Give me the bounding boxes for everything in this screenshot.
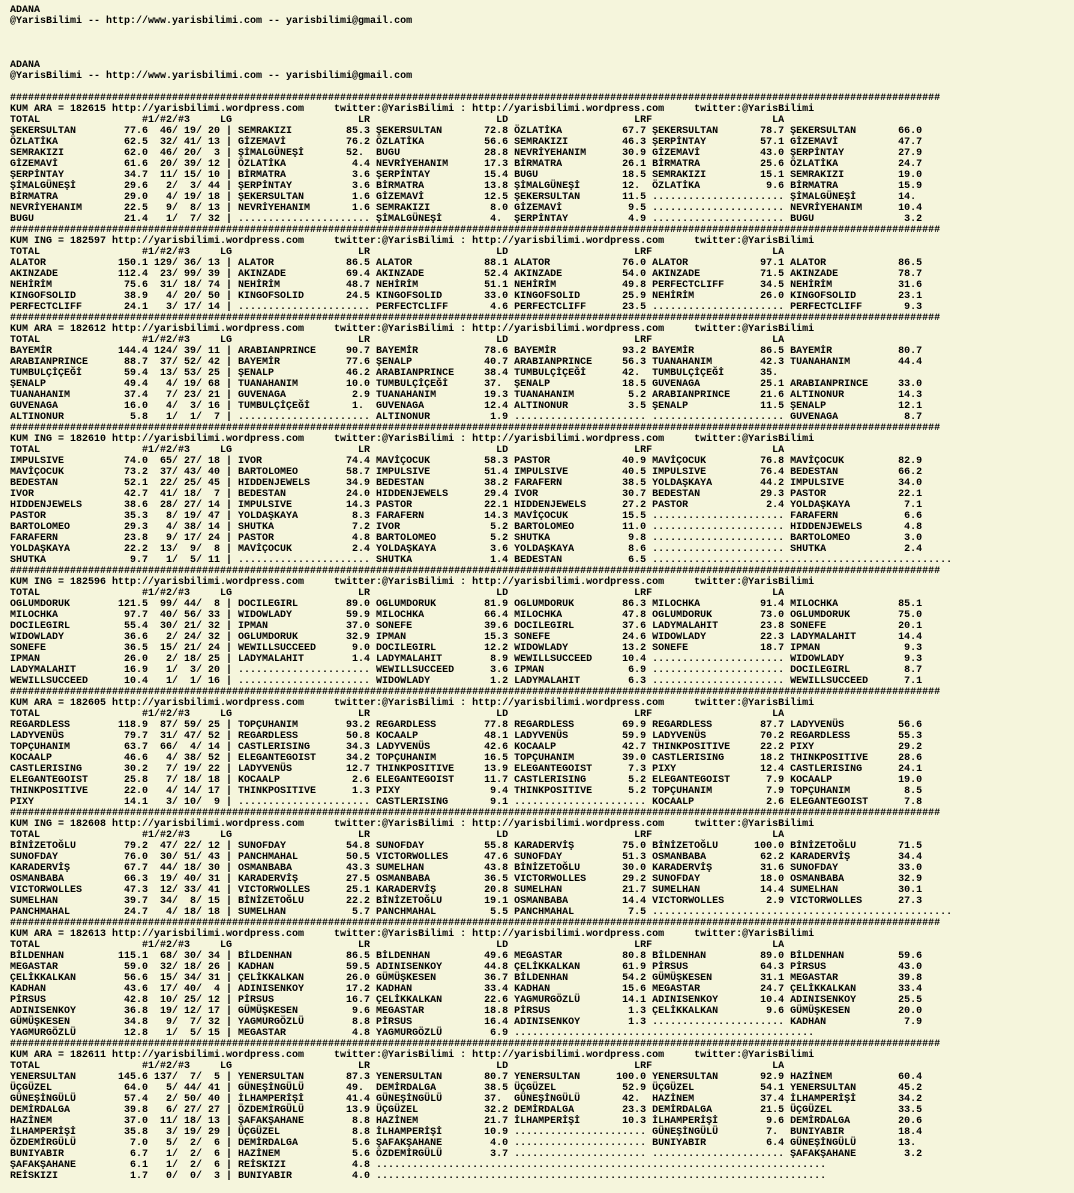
result-row: CASTLERISING 30.2 7/ 19/ 22 | LADYVENÜS 12.7 THINKPOSITIVE 13.9 ELEGANTEGOIST 7.3 PIXY 12.4 CASTLERISING 24.1 <box>10 764 923 775</box>
separator-line: ########################################################################################################################################################### <box>10 918 941 929</box>
result-row: REGARDLESS 118.9 87/ 59/ 25 | TOPÇUHANIM 93.2 REGARDLESS 77.8 REGARDLESS 69.9 REGARDLESS 87.7 LADYVENÜS 56.6 <box>10 720 923 731</box>
result-row: BİNİZETOĞLU 79.2 47/ 22/ 12 | SUNOFDAY 54.8 SUNOFDAY 55.8 KARADERVİŞ 75.0 BİNİZETOĞLU 100.0 BİNİZETOĞLU 71.5 <box>10 841 923 852</box>
result-row: ALTINONUR 5.8 1/ 1/ 7 | ...................... ALTINONUR 1.9 ...................... ...................... GUVENAGA 8.7 <box>10 412 923 423</box>
column-header-line: TOTAL #1/#2/#3 LG LR LD LRF LA <box>10 445 785 456</box>
result-row: YENERSULTAN 145.6 137/ 7/ 5 | YENERSULTAN 87.3 YENERSULTAN 80.7 YENERSULTAN 100.0 YENERSULTAN 92.9 HAZİNEM 60.4 <box>10 1072 923 1083</box>
result-row: SONEFE 36.5 15/ 21/ 24 | WEWILLSUCCEED 9.0 DOCILEGIRL 12.2 WIDOWLADY 13.2 SONEFE 18.7 IPMAN 9.3 <box>10 643 923 654</box>
separator-line: ########################################################################################################################################################### <box>10 566 941 577</box>
result-row: BUNIYABIR 6.7 1/ 2/ 6 | HAZİNEM 5.6 ÖZDEMİRGÜLÜ 3.7 ...................... ...................... ŞAFAKŞAHANE 3.2 <box>10 1149 923 1160</box>
result-row: BUGU 21.4 1/ 7/ 32 | ...................... ŞİMALGÜNEŞİ 4. ŞERPİNTAY 4.9 ...................... BUGU 3.2 <box>10 214 923 225</box>
result-row: OSMANBABA 66.3 19/ 40/ 31 | KARADERVİŞ 27.5 OSMANBABA 36.5 VICTORWOLLES 29.2 SUNOFDAY 18.0 OSMANBABA 32.9 <box>10 874 923 885</box>
result-row: PERFECTCLIFF 24.1 3/ 17/ 14 | ...................... PERFECTCLIFF 4.6 PERFECTCLIFF 23.5 ...................... PERFECTCLIFF 9.3 <box>10 302 923 313</box>
race-header-line: KUM ARA = 182615 http://yarisbilimi.wordpress.com twitter:@YarisBilimi : http://yarisbilimi.wordpress.com twitter:@YarisBilimi <box>10 104 815 115</box>
column-header-line: TOTAL #1/#2/#3 LG LR LD LRF LA <box>10 115 785 126</box>
result-row: YAGMURGÖZLÜ 12.8 1/ 5/ 15 | MEGASTAR 4.8 YAGMURGÖZLÜ 6.9 .................................................. <box>10 1028 815 1039</box>
separator-line: ########################################################################################################################################################### <box>10 423 941 434</box>
separator-line: ########################################################################################################################################################### <box>10 808 941 819</box>
result-row: BİLDENHAN 115.1 68/ 30/ 34 | BİLDENHAN 86.5 BİLDENHAN 49.6 MEGASTAR 80.8 BİLDENHAN 89.0 BİLDENHAN 59.6 <box>10 951 923 962</box>
separator-line: ########################################################################################################################################################### <box>10 313 941 324</box>
blank-line <box>10 38 952 49</box>
result-row: LADYMALAHIT 16.9 1/ 3/ 20 | ...................... WEWILLSUCCEED 3.6 IPMAN 6.9 ...................... DOCILEGIRL 8.7 <box>10 665 923 676</box>
result-row: TOPÇUHANIM 63.7 66/ 4/ 14 | CASTLERISING 34.3 LADYVENÜS 42.6 KOCAALP 42.7 THINKPOSITIVE 22.2 PIXY 29.2 <box>10 742 923 753</box>
result-row: ÇELİKKALKAN 56.6 15/ 34/ 31 | ÇELİKKALKAN 26.0 GÜMÜŞKESEN 36.7 BİLDENHAN 54.2 GÜMÜŞKESEN 31.1 MEGASTAR 39.8 <box>10 973 923 984</box>
race-header-line: KUM ARA = 182613 http://yarisbilimi.wordpress.com twitter:@YarisBilimi : http://yarisbilimi.wordpress.com twitter:@YarisBilimi <box>10 929 815 940</box>
site-credit-line: @YarisBilimi -- http://www.yarisbilimi.com -- yarisbilimi@gmail.com <box>10 71 413 82</box>
race-header-line: KUM ARA = 182612 http://yarisbilimi.wordpress.com twitter:@YarisBilimi : http://yarisbilimi.wordpress.com twitter:@YarisBilimi <box>10 324 815 335</box>
race-header-line: KUM ARA = 182605 http://yarisbilimi.wordpress.com twitter:@YarisBilimi : http://yarisbilimi.wordpress.com twitter:@YarisBilimi <box>10 698 815 709</box>
result-row: HAZİNEM 37.0 11/ 18/ 13 | ŞAFAKŞAHANE 8.8 HAZİNEM 21.7 İLHAMPERİŞİ 10.3 İLHAMPERİŞİ 9.6 DEMİRDALGA 20.6 <box>10 1116 923 1127</box>
result-row: NEHİRİM 75.6 31/ 18/ 74 | NEHİRİM 48.7 NEHİRİM 51.1 NEHİRİM 49.8 PERFECTCLIFF 34.5 NEHİRİM 31.6 <box>10 280 923 291</box>
result-row: HIDDENJEWELS 38.6 28/ 27/ 14 | IMPULSIVE 14.3 PASTOR 22.1 HIDDENJEWELS 27.2 PASTOR 2.4 YOLDAŞKAYA 7.1 <box>10 500 923 511</box>
result-row: VICTORWOLLES 47.3 12/ 33/ 41 | VICTORWOLLES 25.1 KARADERVİŞ 20.8 SUMELHAN 21.7 SUMELHAN 14.4 SUMELHAN 30.1 <box>10 885 923 896</box>
column-header-line: TOTAL #1/#2/#3 LG LR LD LRF LA <box>10 940 785 951</box>
result-row: ELEGANTEGOIST 25.8 7/ 18/ 18 | KOCAALP 2.6 ELEGANTEGOIST 11.7 CASTLERISING 5.2 ELEGANTEGOIST 7.9 KOCAALP 19.0 <box>10 775 923 786</box>
result-row: BARTOLOMEO 29.3 4/ 38/ 14 | SHUTKA 7.2 IVOR 5.2 BARTOLOMEO 11.0 ...................... HIDDENJEWELS 4.8 <box>10 522 923 533</box>
race-header-line: KUM ING = 182596 http://yarisbilimi.wordpress.com twitter:@YarisBilimi : http://yarisbilimi.wordpress.com twitter:@YarisBilimi <box>10 577 815 588</box>
result-row: KADHAN 43.6 17/ 40/ 4 | ADINISENKOY 17.2 KADHAN 33.4 KADHAN 15.6 MEGASTAR 24.7 ÇELİKKALKAN 33.4 <box>10 984 923 995</box>
result-row: ŞERPİNTAY 34.7 11/ 15/ 10 | BİRMATRA 3.6 ŞERPİNTAY 15.4 BUGU 18.5 SEMRAKIZI 15.1 SEMRAKIZI 19.0 <box>10 170 923 181</box>
column-header-line: TOTAL #1/#2/#3 LG LR LD LRF LA <box>10 1061 785 1072</box>
result-row: SUMELHAN 39.7 34/ 8/ 15 | BİNİZETOĞLU 22.2 BİNİZETOĞLU 19.1 OSMANBABA 14.4 VICTORWOLLES 2.9 VICTORWOLLES 27.3 <box>10 896 923 907</box>
result-row: LADYVENÜS 79.7 31/ 47/ 52 | REGARDLESS 50.8 KOCAALP 48.1 LADYVENÜS 59.9 LADYVENÜS 70.2 REGARDLESS 55.3 <box>10 731 923 742</box>
result-row: TUANAHANIM 37.4 7/ 23/ 21 | GUVENAGA 2.9 TUANAHANIM 19.3 TUANAHANIM 5.2 ARABIANPRINCE 21.6 ALTINONUR 14.3 <box>10 390 923 401</box>
result-row: MEGASTAR 59.0 32/ 18/ 26 | KADHAN 59.5 ADINISENKOY 44.8 ÇELİKKALKAN 61.9 PİRSUS 64.3 PİRSUS 43.0 <box>10 962 923 973</box>
result-row: WIDOWLADY 36.6 2/ 24/ 32 | OGLUMDORUK 32.9 IPMAN 15.3 SONEFE 24.6 WIDOWLADY 22.3 LADYMALAHIT 14.4 <box>10 632 923 643</box>
result-row: MILOCHKA 97.7 40/ 56/ 33 | WIDOWLADY 59.9 MILOCHKA 66.4 MILOCHKA 47.8 OGLUMDORUK 73.0 OGLUMDORUK 75.0 <box>10 610 923 621</box>
result-row: SEMRAKIZI 62.0 46/ 20/ 3 | ŞİMALGÜNEŞİ 52. BUGU 28.8 NEVRİYEHANIM 30.9 GİZEMAVİ 43.0 ŞERPİNTAY 27.9 <box>10 148 923 159</box>
result-row: ŞİMALGÜNEŞİ 29.6 2/ 3/ 44 | ŞERPİNTAY 3.6 BİRMATRA 13.8 ŞİMALGÜNEŞİ 12. ÖZLATİKA 9.6 BİRMATRA 15.9 <box>10 181 923 192</box>
result-row: ALATOR 150.1 129/ 36/ 13 | ALATOR 86.5 ALATOR 88.1 ALATOR 76.0 ALATOR 97.1 ALATOR 86.5 <box>10 258 923 269</box>
result-row: BİRMATRA 29.0 4/ 19/ 18 | ŞEKERSULTAN 1.6 GİZEMAVİ 12.5 ŞEKERSULTAN 11.5 ...................... ŞİMALGÜNEŞİ 14. <box>10 192 917 203</box>
separator-line: ########################################################################################################################################################### <box>10 225 941 236</box>
result-row: KINGOFSOLID 38.9 4/ 20/ 50 | KINGOFSOLID 24.5 KINGOFSOLID 33.0 KINGOFSOLID 25.9 NEHİRİM 26.0 KINGOFSOLID 23.1 <box>10 291 923 302</box>
column-header-line: TOTAL #1/#2/#3 LG LR LD LRF LA <box>10 709 785 720</box>
column-header-line: TOTAL #1/#2/#3 LG LR LD LRF LA <box>10 830 785 841</box>
result-row: SHUTKA 9.7 1/ 5/ 11 | ...................... SHUTKA 1.4 BEDESTAN 6.5 .................................................. <box>10 555 953 566</box>
race-header-line: KUM ING = 182610 http://yarisbilimi.wordpress.com twitter:@YarisBilimi : http://yarisbilimi.wordpress.com twitter:@YarisBilimi <box>10 434 815 445</box>
result-row: IMPULSIVE 74.0 65/ 27/ 18 | IVOR 74.4 MAVİÇOCUK 58.3 PASTOR 40.9 MAVİÇOCUK 76.8 MAVİÇOCUK 82.9 <box>10 456 923 467</box>
result-row: ÜÇGÜZEL 64.0 5/ 44/ 41 | GÜNEŞİNGÜLÜ 49. DEMİRDALGA 38.5 ÜÇGÜZEL 52.9 ÜÇGÜZEL 54.1 YENERSULTAN 45.2 <box>10 1083 923 1094</box>
separator-line: ########################################################################################################################################################### <box>10 1039 941 1050</box>
separator-line: ########################################################################################################################################################### <box>10 687 941 698</box>
result-row: ŞEKERSULTAN 77.6 46/ 19/ 20 | SEMRAKIZI 85.3 ŞEKERSULTAN 72.8 ÖZLATİKA 67.7 ŞEKERSULTAN 78.7 ŞEKERSULTAN 66.0 <box>10 126 923 137</box>
result-row: BAYEMİR 144.4 124/ 39/ 11 | ARABIANPRINCE 90.7 BAYEMİR 78.6 BAYEMİR 93.2 BAYEMİR 86.5 BAYEMİR 80.7 <box>10 346 923 357</box>
result-row: SUNOFDAY 76.0 30/ 51/ 43 | PANCHMAHAL 50.5 VICTORWOLLES 47.6 SUNOFDAY 51.3 OSMANBABA 62.2 KARADERVİŞ 34.4 <box>10 852 923 863</box>
result-row: IVOR 42.7 41/ 18/ 7 | BEDESTAN 24.0 HIDDENJEWELS 29.4 IVOR 30.7 BEDESTAN 29.3 PASTOR 22.1 <box>10 489 923 500</box>
result-row: PİRSUS 42.8 10/ 25/ 12 | PİRSUS 16.7 ÇELİKKALKAN 22.6 YAGMURGÖZLÜ 14.1 ADINISENKOY 10.4 ADINISENKOY 25.5 <box>10 995 923 1006</box>
column-header-line: TOTAL #1/#2/#3 LG LR LD LRF LA <box>10 247 785 258</box>
column-header-line: TOTAL #1/#2/#3 LG LR LD LRF LA <box>10 588 785 599</box>
result-row: ADINISENKOY 36.8 19/ 12/ 17 | GÜMÜŞKESEN 9.6 MEGASTAR 18.8 PİRSUS 1.3 ÇELİKKALKAN 9.6 GÜMÜŞKESEN 20.0 <box>10 1006 923 1017</box>
result-row: WEWILLSUCCEED 10.4 1/ 1/ 16 | ...................... WIDOWLADY 1.2 LADYMALAHIT 6.3 ...................... WEWILLSUCCEED 7.1 <box>10 676 923 687</box>
result-row: PASTOR 35.3 8/ 19/ 47 | YOLDAŞKAYA 8.3 FARAFERN 14.3 MAVİÇOCUK 15.5 ...................... FARAFERN 6.6 <box>10 511 923 522</box>
result-row: THINKPOSITIVE 22.0 4/ 14/ 17 | THINKPOSITIVE 1.3 PIXY 9.4 THINKPOSITIVE 5.2 TOPÇUHANIM 7.9 TOPÇUHANIM 8.5 <box>10 786 923 797</box>
result-row: GÜNEŞİNGÜLÜ 57.4 2/ 50/ 40 | İLHAMPERİŞİ 41.4 GÜNEŞİNGÜLÜ 37. GÜNEŞİNGÜLÜ 42. HAZİNEM 37.4 İLHAMPERİŞİ 34.2 <box>10 1094 923 1105</box>
result-row: MAVİÇOCUK 73.2 37/ 43/ 40 | BARTOLOMEO 58.7 IMPULSIVE 51.4 IMPULSIVE 40.5 IMPULSIVE 76.4 BEDESTAN 66.2 <box>10 467 923 478</box>
result-row: YOLDAŞKAYA 22.2 13/ 9/ 8 | MAVİÇOCUK 2.4 YOLDAŞKAYA 3.6 YOLDAŞKAYA 8.6 ...................... SHUTKA 2.4 <box>10 544 923 555</box>
city-title: ADANA <box>10 60 41 71</box>
result-row: PIXY 14.1 3/ 10/ 9 | ...................... CASTLERISING 9.1 ...................... KOCAALP 2.6 ELEGANTEGOIST 7.8 <box>10 797 923 808</box>
result-row: ŞENALP 49.4 4/ 19/ 68 | TUANAHANIM 10.0 TUMBULÇİÇEĞİ 37. ŞENALP 18.5 GUVENAGA 25.1 ARABIANPRINCE 33.0 <box>10 379 923 390</box>
result-row: IPMAN 26.0 2/ 18/ 25 | LADYMALAHIT 1.4 LADYMALAHIT 8.9 WEWILLSUCCEED 10.4 ...................... WIDOWLADY 9.3 <box>10 654 923 665</box>
result-row: AKINZADE 112.4 23/ 99/ 39 | AKINZADE 69.4 AKINZADE 52.4 AKINZADE 54.0 AKINZADE 71.5 AKINZADE 78.7 <box>10 269 923 280</box>
result-row: GİZEMAVİ 61.6 20/ 39/ 12 | ÖZLATİKA 4.4 NEVRİYEHANIM 17.3 BİRMATRA 26.1 BİRMATRA 25.6 ÖZLATİKA 24.7 <box>10 159 923 170</box>
result-row: FARAFERN 23.8 9/ 17/ 24 | PASTOR 4.8 BARTOLOMEO 5.2 SHUTKA 9.8 ...................... BARTOLOMEO 3.0 <box>10 533 923 544</box>
text-document <box>10 5 952 1182</box>
result-row: ÖZDEMİRGÜLÜ 7.0 5/ 2/ 6 | DEMİRDALGA 5.6 ŞAFAKŞAHANE 4.0 ...................... BUNIYABIR 6.4 GÜNEŞİNGÜLÜ 13. <box>10 1138 917 1149</box>
result-row: ÖZLATİKA 62.5 32/ 41/ 13 | GİZEMAVİ 76.2 ÖZLATİKA 56.6 SEMRAKIZI 46.3 ŞERPİNTAY 57.1 GİZEMAVİ 47.7 <box>10 137 923 148</box>
result-row: DOCILEGIRL 55.4 30/ 21/ 32 | IPMAN 37.0 SONEFE 39.6 DOCILEGIRL 37.6 LADYMALAHIT 23.8 SONEFE 20.1 <box>10 621 923 632</box>
result-row: KARADERVİŞ 67.7 44/ 18/ 30 | OSMANBABA 43.3 SUMELHAN 43.8 BİNİZETOĞLU 30.0 KARADERVİŞ 31.6 SUNOFDAY 33.0 <box>10 863 923 874</box>
city-title: ADANA <box>10 5 41 16</box>
result-row: KOCAALP 46.6 4/ 38/ 52 | ELEGANTEGOIST 34.2 TOPÇUHANIM 16.5 TOPÇUHANIM 39.0 CASTLERISING 18.2 THINKPOSITIVE 28.6 <box>10 753 923 764</box>
race-header-line: KUM ING = 182608 http://yarisbilimi.wordpress.com twitter:@YarisBilimi : http://yarisbilimi.wordpress.com twitter:@YarisBilimi <box>10 819 815 830</box>
result-row: ARABIANPRINCE 88.7 37/ 52/ 42 | BAYEMİR 77.6 ŞENALP 40.7 ARABIANPRINCE 56.3 TUANAHANIM 42.3 TUANAHANIM 44.4 <box>10 357 923 368</box>
result-row: REİSKIZI 1.7 0/ 0/ 3 | BUNIYABIR 4.0 ........................................................................... <box>10 1171 827 1182</box>
result-row: ŞAFAKŞAHANE 6.1 1/ 2/ 6 | REİSKIZI 4.8 ........................................................................... <box>10 1160 827 1171</box>
result-row: NEVRİYEHANIM 22.5 9/ 8/ 13 | NEVRİYEHANIM 1.6 SEMRAKIZI 8.0 GİZEMAVİ 9.5 ...................... NEVRİYEHANIM 10.4 <box>10 203 923 214</box>
column-header-line: TOTAL #1/#2/#3 LG LR LD LRF LA <box>10 335 785 346</box>
result-row: DEMİRDALGA 39.8 6/ 27/ 27 | ÖZDEMİRGÜLÜ 13.9 ÜÇGÜZEL 32.2 DEMİRDALGA 23.3 DEMİRDALGA 21.5 ÜÇGÜZEL 33.5 <box>10 1105 923 1116</box>
race-header-line: KUM ING = 182597 http://yarisbilimi.wordpress.com twitter:@YarisBilimi : http://yarisbilimi.wordpress.com twitter:@YarisBilimi <box>10 236 815 247</box>
race-header-line: KUM ARA = 182611 http://yarisbilimi.wordpress.com twitter:@YarisBilimi : http://yarisbilimi.wordpress.com twitter:@YarisBilimi <box>10 1050 815 1061</box>
result-row: İLHAMPERİŞİ 35.8 3/ 19/ 29 | ÜÇGÜZEL 8.8 İLHAMPERİŞİ 10.9 ...................... GÜNEŞİNGÜLÜ 7. BUNIYABIR 18.4 <box>10 1127 923 1138</box>
site-credit-line: @YarisBilimi -- http://www.yarisbilimi.com -- yarisbilimi@gmail.com <box>10 16 413 27</box>
blank-line <box>10 82 952 93</box>
blank-line <box>10 49 952 60</box>
result-row: OGLUMDORUK 121.5 99/ 44/ 8 | DOCILEGIRL 89.0 OGLUMDORUK 81.9 OGLUMDORUK 86.3 MILOCHKA 91.4 MILOCHKA 85.1 <box>10 599 923 610</box>
result-row: GÜMÜŞKESEN 34.8 9/ 7/ 32 | YAGMURGÖZLÜ 8.8 PİRSUS 16.4 ADINISENKOY 1.3 ...................... KADHAN 7.9 <box>10 1017 923 1028</box>
result-row: PANCHMAHAL 24.7 4/ 18/ 18 | SUMELHAN 5.7 PANCHMAHAL 5.5 PANCHMAHAL 7.5 .................................................. <box>10 907 953 918</box>
result-row: BEDESTAN 52.1 22/ 25/ 45 | HIDDENJEWELS 34.9 BEDESTAN 38.2 FARAFERN 38.5 YOLDAŞKAYA 44.2 IMPULSIVE 34.0 <box>10 478 923 489</box>
blank-line <box>10 27 952 38</box>
result-row: TUMBULÇİÇEĞİ 59.4 13/ 53/ 25 | ŞENALP 46.2 ARABIANPRINCE 38.4 TUMBULÇİÇEĞİ 42. TUMBULÇİÇEĞİ 35. <box>10 368 779 379</box>
separator-line: ########################################################################################################################################################### <box>10 93 941 104</box>
result-row: GUVENAGA 16.0 4/ 3/ 16 | TUMBULÇİÇEĞİ 1. GUVENAGA 12.4 ALTINONUR 3.5 ŞENALP 11.5 ŞENALP 12.1 <box>10 401 923 412</box>
